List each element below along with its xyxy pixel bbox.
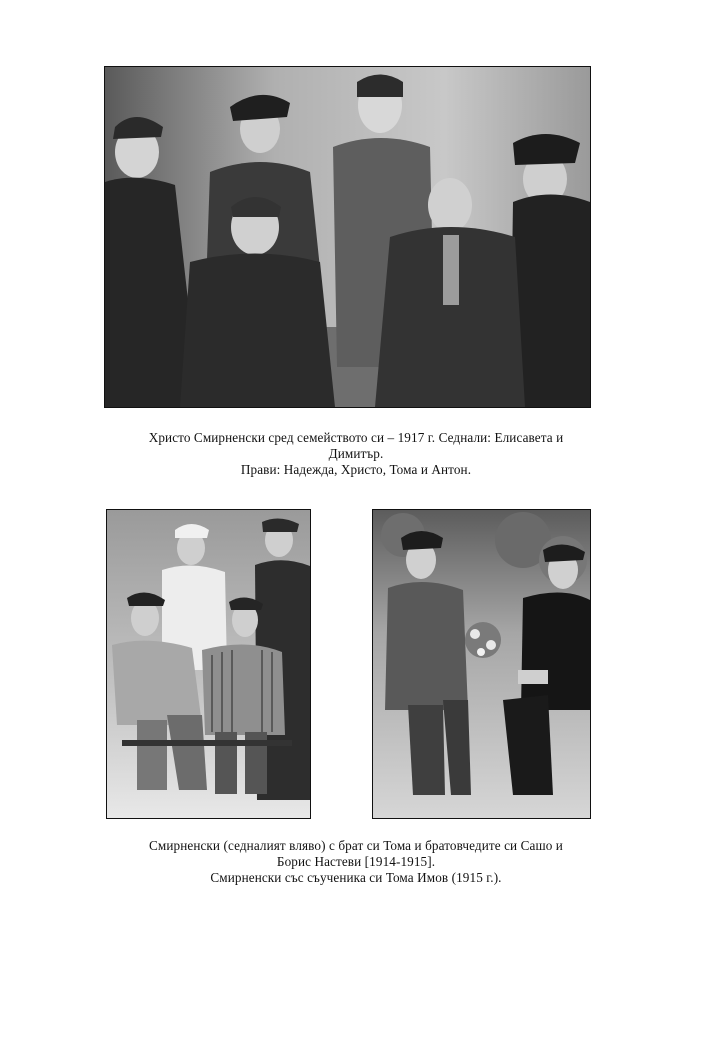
cousins-group-photo-icon bbox=[107, 510, 310, 818]
family-photo-caption bbox=[90, 430, 622, 478]
caption-line: Прави: Надежда, Христо, Тома и Антон. bbox=[240, 462, 472, 477]
caption-line: Христо Смирненски сред семейството си – 1917 г. Седнали: Елисавета и bbox=[148, 430, 564, 445]
caption-line: Смирненски със съученика си Тома Имов (1915 г.). bbox=[210, 870, 502, 885]
photos-caption bbox=[90, 838, 622, 886]
caption-line: Димитър. bbox=[328, 446, 384, 461]
classmate-pair-photo-icon bbox=[373, 510, 590, 818]
family-photo bbox=[104, 66, 591, 408]
cousins-photo bbox=[106, 509, 311, 819]
caption-line: Борис Настеви [1914-1915]. bbox=[276, 854, 436, 869]
caption-line: Смирненски (седналият вляво) с брат си Тома и братовчедите си Сашо и bbox=[149, 838, 563, 853]
family-group-photo-icon bbox=[105, 67, 590, 407]
classmate-photo bbox=[372, 509, 591, 819]
